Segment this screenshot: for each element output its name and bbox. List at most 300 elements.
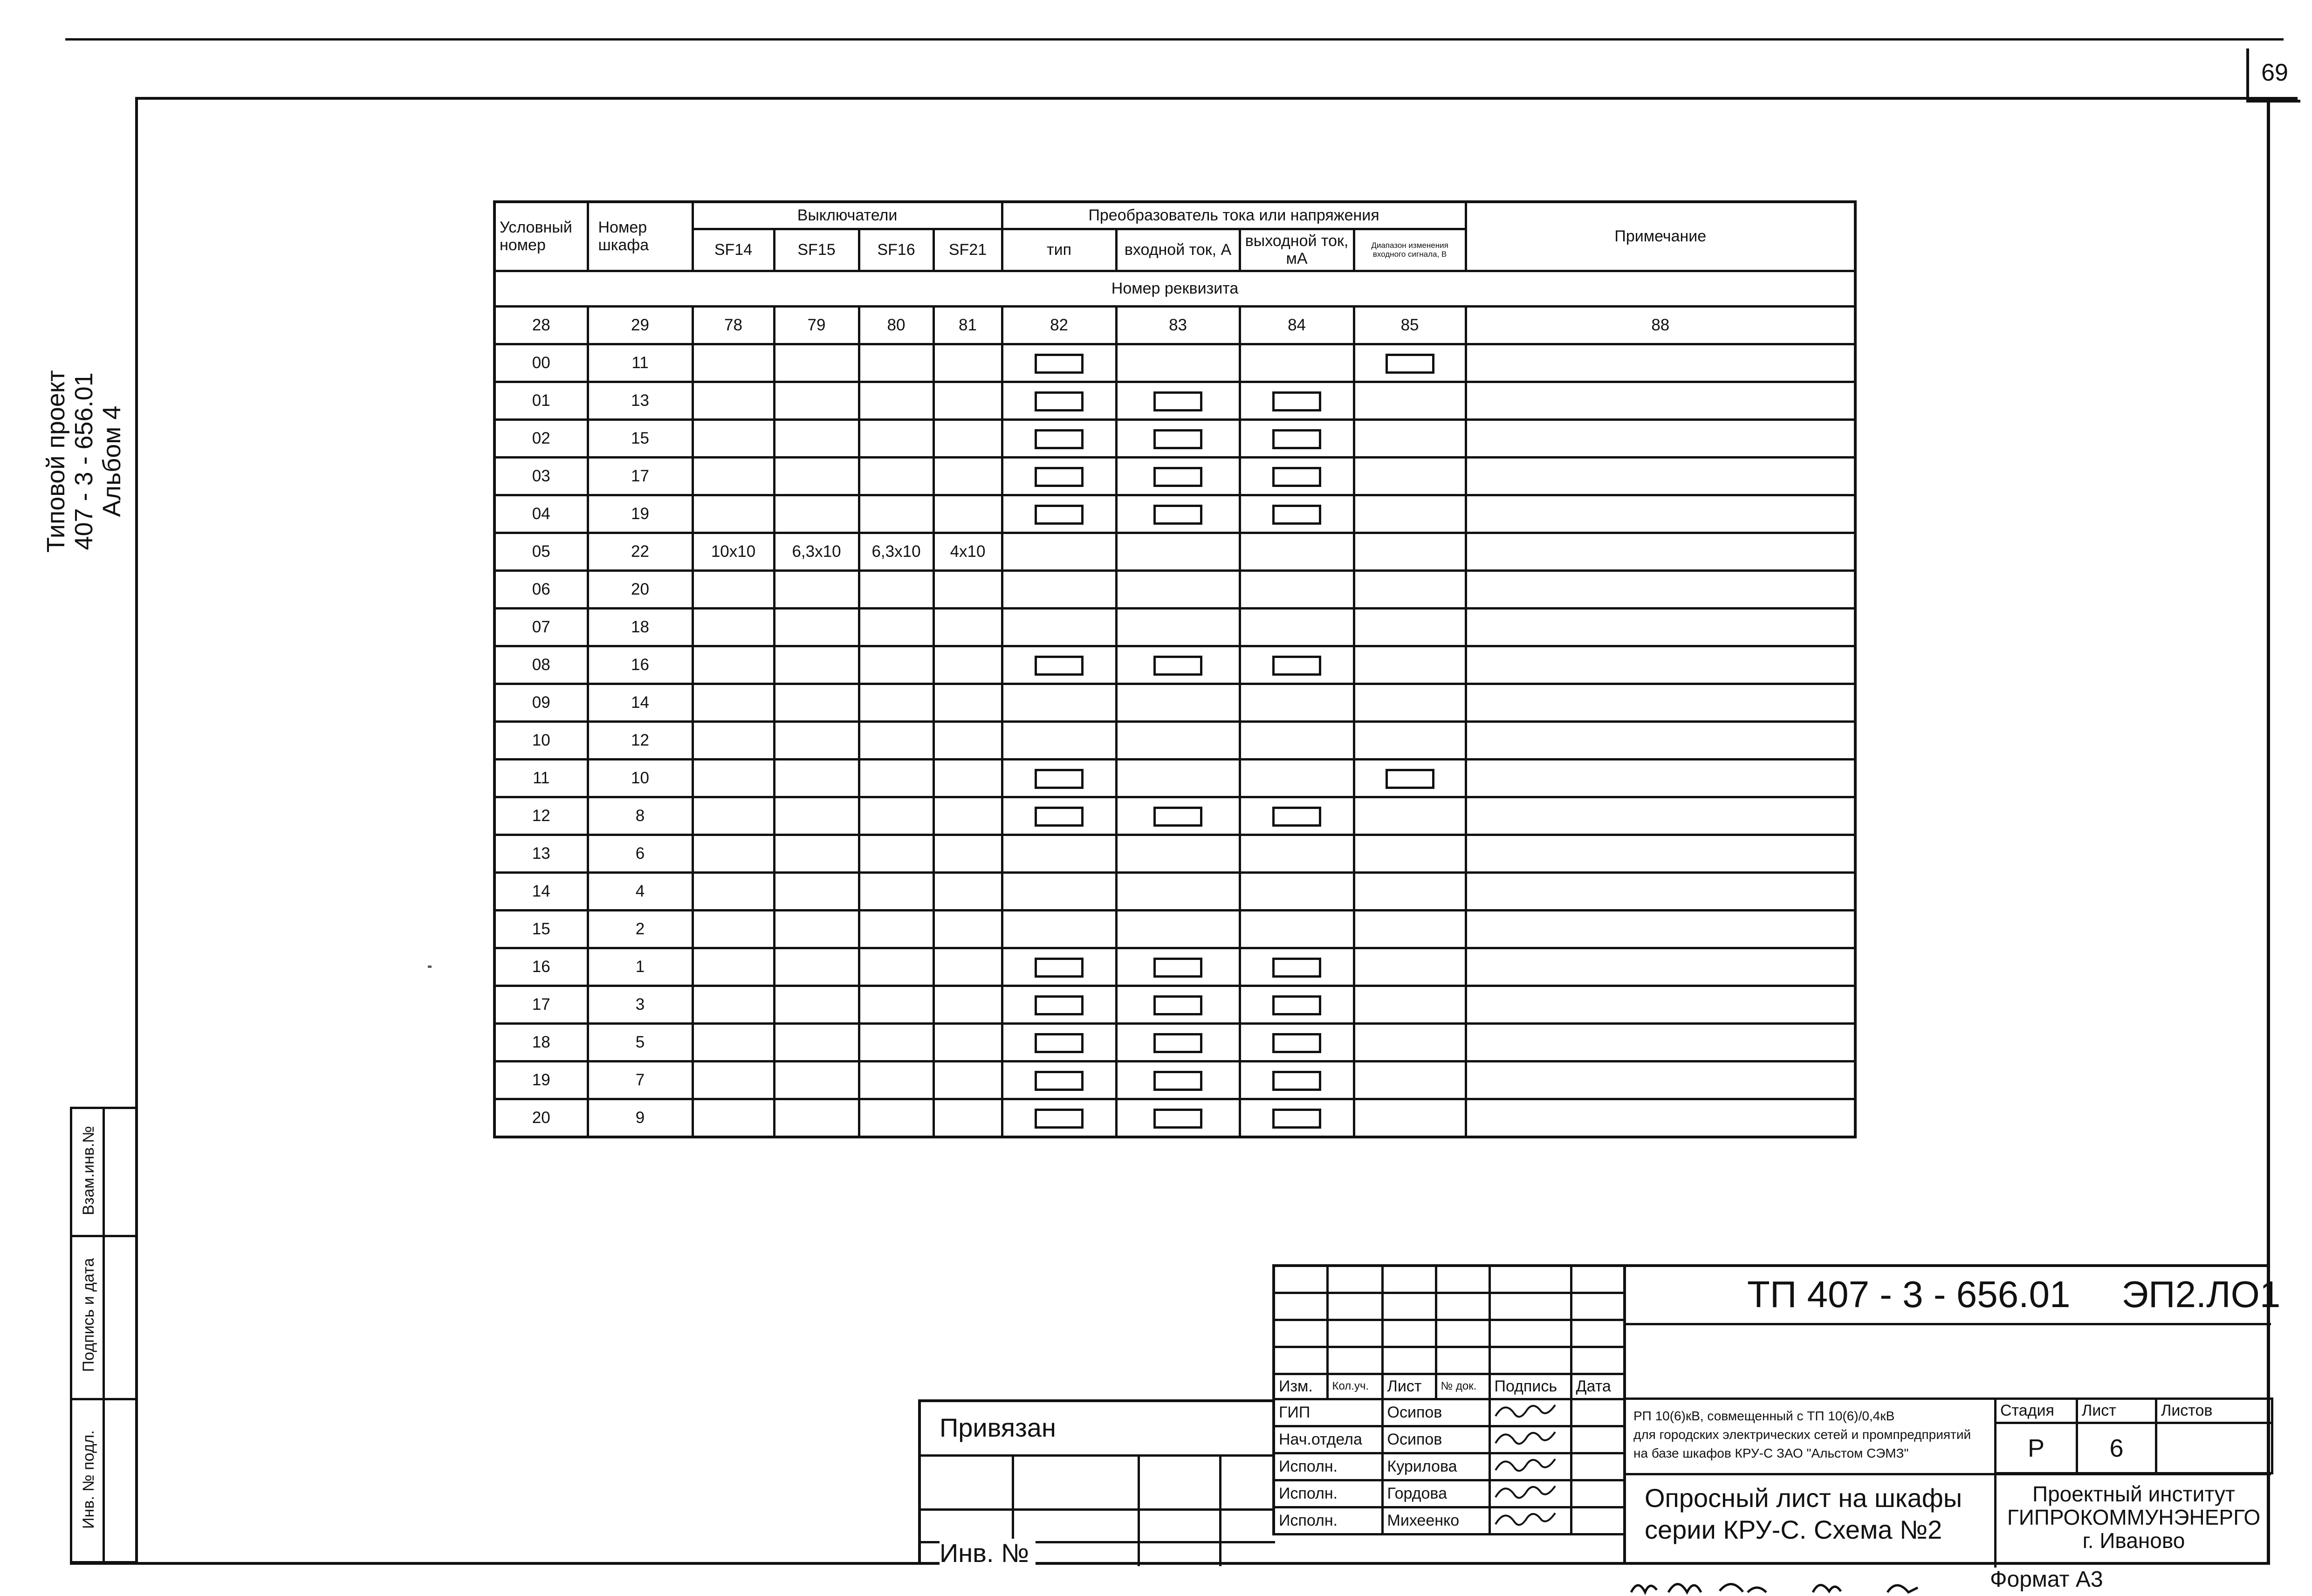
cell-input-range [1354,570,1466,608]
cell-sf14 [693,419,774,457]
cell-sf14 [693,457,774,495]
cell-conditional-number: 04 [494,495,588,533]
cell-sf16 [859,948,933,986]
fill-in-box[interactable] [1153,1109,1202,1129]
fill-in-box[interactable] [1153,391,1202,411]
cell-input-current [1116,835,1240,872]
cell-sf21 [933,948,1002,986]
stage-label: Стадия [1996,1399,2077,1423]
stage-value: Р [1996,1423,2077,1473]
fill-in-box[interactable] [1153,1071,1202,1091]
cell-sf15 [774,835,859,872]
cell-conditional-number: 11 [494,759,588,797]
revision-row [1274,1399,1625,1426]
project-label-line1: Типовой проект [42,370,70,553]
person-date [1571,1480,1625,1507]
cell-note [1466,646,1855,684]
doc-code-text: ТП 407 - 3 - 656.01 [1747,1274,2071,1315]
cell-input-current [1116,797,1240,835]
signature-icon [1491,1454,1561,1475]
field-substitute: Взам.инв.№ [80,1126,97,1215]
revision-cell [1274,1293,1327,1320]
cell-output-current [1240,382,1354,419]
cell-type [1002,835,1116,872]
cell-input-current [1116,533,1240,570]
cell-sf16 [859,759,933,797]
cell-input-current [1116,608,1240,646]
cell-sf16 [859,986,933,1023]
table-row [494,646,1855,684]
cell-output-current [1240,1023,1354,1061]
top-border-line [65,38,2284,41]
revision-cell [1489,1266,1571,1293]
revision-row [1274,1320,1625,1347]
person-signature [1489,1453,1571,1480]
header-requisite-number: Номер реквизита [494,271,1855,306]
cell-sf21 [933,910,1002,948]
fill-in-box[interactable] [1272,467,1321,487]
cell-cabinet-number: 1 [588,948,693,986]
fill-in-box[interactable] [1035,1071,1084,1091]
fill-in-box[interactable] [1272,958,1321,978]
fill-in-box[interactable] [1035,505,1084,525]
fill-in-box[interactable] [1153,1033,1202,1053]
revision-cell [1382,1293,1436,1320]
cell-output-current [1240,608,1354,646]
revision-cell [1327,1347,1382,1374]
requisite-code: 29 [588,306,693,344]
table-row [494,759,1855,797]
cell-input-range [1354,608,1466,646]
cell-output-current [1240,344,1354,382]
fill-in-box[interactable] [1035,1109,1084,1129]
cell-cabinet-number: 19 [588,495,693,533]
fill-in-box[interactable] [1272,391,1321,411]
cell-cabinet-number: 12 [588,721,693,759]
cell-sf16 [859,457,933,495]
cell-note [1466,759,1855,797]
header-input-current: входной ток, А [1116,229,1240,271]
cell-sf16 [859,1099,933,1137]
cell-output-current [1240,419,1354,457]
revision-cell [1327,1320,1382,1347]
cell-sf15 [774,570,859,608]
fill-in-box[interactable] [1153,656,1202,676]
person-role: Нач.отдела [1274,1426,1382,1453]
cell-type [1002,948,1116,986]
cell-sf16 [859,495,933,533]
cell-sf16 [859,570,933,608]
requisite-code: 78 [693,306,774,344]
fill-in-box[interactable] [1153,995,1202,1015]
cell-type [1002,570,1116,608]
cell-input-range [1354,1099,1466,1137]
cell-sf16 [859,344,933,382]
fill-in-box[interactable] [1035,807,1084,827]
cell-cabinet-number: 20 [588,570,693,608]
cell-input-range [1354,457,1466,495]
sheet-number-box [2246,48,2300,103]
cell-sf15 [774,986,859,1023]
cell-sf15 [774,419,859,457]
cell-cabinet-number: 11 [588,344,693,382]
cell-cabinet-number: 4 [588,872,693,910]
person-date [1571,1453,1625,1480]
cell-input-range [1354,910,1466,948]
cell-sf14 [693,382,774,419]
document-title [1645,1482,1962,1546]
cell-type [1002,797,1116,835]
cell-conditional-number: 06 [494,570,588,608]
table-row [494,986,1855,1023]
cell-conditional-number: 08 [494,646,588,684]
cell-input-current [1116,495,1240,533]
requisite-code: 88 [1466,306,1855,344]
revision-cell [1274,1347,1327,1374]
cell-sf15 [774,721,859,759]
person-signature [1489,1399,1571,1426]
cell-sf14 [693,684,774,721]
fill-in-box[interactable] [1272,1109,1321,1129]
cell-sf14 [693,986,774,1023]
cell-sf21 [933,495,1002,533]
cell-conditional-number: 02 [494,419,588,457]
fill-in-box[interactable] [1153,467,1202,487]
revision-cell [1327,1266,1382,1293]
cell-sf14 [693,759,774,797]
attached-sep1 [921,1454,1275,1457]
fill-in-box[interactable] [1272,1071,1321,1091]
fill-in-box[interactable] [1035,995,1084,1015]
cell-output-current [1240,721,1354,759]
sheets-label: Листов [2156,1399,2272,1423]
object-line1: РП 10(6)кВ, совмещенный с ТП 10(6)/0,4кВ [1633,1409,1895,1423]
header-switches: Выключатели [693,202,1002,229]
person-signature [1489,1507,1571,1534]
cell-output-current [1240,684,1354,721]
person-name: Гордова [1382,1480,1489,1507]
revision-row [1274,1266,1625,1293]
project-label [42,331,126,592]
fill-in-box[interactable] [1035,1033,1084,1053]
col-ndoc: № док. [1436,1374,1489,1399]
format-label: Формат А3 [1990,1567,2103,1592]
cell-input-current [1116,1023,1240,1061]
cell-conditional-number: 03 [494,457,588,495]
requisite-code: 85 [1354,306,1466,344]
cell-type [1002,382,1116,419]
cell-sf16 [859,872,933,910]
signature-icon [1491,1400,1561,1421]
cell-sf21 [933,1023,1002,1061]
cell-sf21 [933,872,1002,910]
cell-sf21 [933,684,1002,721]
cell-sf14 [693,872,774,910]
cell-sf21 [933,344,1002,382]
cell-output-current [1240,948,1354,986]
header-sf21: SF21 [933,229,1002,271]
cell-type [1002,910,1116,948]
frame-left [135,97,138,1565]
title-block-right [1623,1264,2281,1565]
organization [1996,1482,2271,1552]
revision-cell [1436,1293,1489,1320]
fill-in-box[interactable] [1035,429,1084,449]
cell-note [1466,495,1855,533]
col-date: Дата [1571,1374,1625,1399]
left-field-strip [70,1107,135,1563]
cell-sf15 [774,910,859,948]
fill-in-box[interactable] [1272,995,1321,1015]
table-row [494,797,1855,835]
revision-row [1274,1453,1625,1480]
table-row [494,1023,1855,1061]
person-date [1571,1426,1625,1453]
revision-cell [1274,1320,1327,1347]
person-date [1571,1507,1625,1534]
cell-sf21 [933,1061,1002,1099]
col-kol: Кол.уч. [1327,1374,1382,1399]
cell-input-current [1116,759,1240,797]
revision-cell [1436,1320,1489,1347]
cell-output-current [1240,872,1354,910]
cell-type [1002,1061,1116,1099]
cell-note [1466,1023,1855,1061]
cell-type [1002,986,1116,1023]
cell-input-range [1354,1061,1466,1099]
handwritten-note [1626,1567,1962,1596]
revision-row [1274,1293,1625,1320]
cell-conditional-number: 01 [494,382,588,419]
attached-vsep3 [1219,1454,1221,1566]
cell-input-range [1354,495,1466,533]
cell-output-current [1240,910,1354,948]
cell-sf15 [774,759,859,797]
cell-sf15 [774,1023,859,1061]
fill-in-box[interactable] [1153,429,1202,449]
cell-conditional-number: 07 [494,608,588,646]
fill-in-box[interactable] [1272,1033,1321,1053]
fill-in-box[interactable] [1272,807,1321,827]
cell-cabinet-number: 18 [588,608,693,646]
org-line1: Проектный институт [2032,1482,2235,1506]
cell-type [1002,646,1116,684]
revision-cell [1327,1293,1382,1320]
fill-in-box[interactable] [1035,769,1084,789]
cell-output-current [1240,570,1354,608]
cell-input-current [1116,344,1240,382]
cell-input-range [1354,797,1466,835]
fill-in-box[interactable] [1035,467,1084,487]
cell-sf15 [774,457,859,495]
cell-input-current [1116,986,1240,1023]
cell-sf15: 6,3x10 [774,533,859,570]
cell-cabinet-number: 7 [588,1061,693,1099]
cell-output-current [1240,457,1354,495]
cell-conditional-number: 18 [494,1023,588,1061]
cell-note [1466,910,1855,948]
table-row [494,457,1855,495]
attached-label: Привязан [940,1413,1056,1442]
cell-output-current [1240,495,1354,533]
cell-cabinet-number: 15 [588,419,693,457]
doc-title-line2: серии КРУ-С. Схема №2 [1645,1515,1942,1544]
person-name: Михеенко [1382,1507,1489,1534]
cell-note [1466,721,1855,759]
cell-sf14 [693,646,774,684]
cell-input-current [1116,419,1240,457]
cell-output-current [1240,835,1354,872]
cell-sf16 [859,910,933,948]
cell-note [1466,872,1855,910]
cell-input-current [1116,646,1240,684]
fill-in-box[interactable] [1386,354,1434,374]
cell-input-current [1116,910,1240,948]
table-row [494,382,1855,419]
sheet-number: 69 [2261,59,2288,86]
fill-in-box[interactable] [1035,656,1084,676]
revision-cell [1571,1266,1625,1293]
cell-sf15 [774,495,859,533]
cell-cabinet-number: 8 [588,797,693,835]
cell-sf14 [693,1099,774,1137]
col-sign: Подпись [1489,1374,1571,1399]
cell-input-current [1116,1099,1240,1137]
cell-sf14 [693,344,774,382]
cell-type [1002,533,1116,570]
cell-input-range [1354,872,1466,910]
header-output-current: выходной ток, мА [1240,229,1354,271]
person-signature [1489,1480,1571,1507]
doc-code-suffix: ЭП2.ЛО1 [2121,1274,2281,1315]
cell-sf15 [774,797,859,835]
person-name: Осипов [1382,1399,1489,1426]
cell-type [1002,608,1116,646]
cell-input-current [1116,948,1240,986]
header-converter: Преобразователь тока или напряжения [1002,202,1466,229]
cell-note [1466,419,1855,457]
cell-input-current [1116,872,1240,910]
cell-sf15 [774,948,859,986]
cell-type [1002,759,1116,797]
cell-sf21 [933,721,1002,759]
fill-in-box[interactable] [1272,656,1321,676]
table-body [494,344,1855,1137]
cell-conditional-number: 13 [494,835,588,872]
revision-cell [1274,1266,1327,1293]
fill-in-box[interactable] [1035,958,1084,978]
revision-cell [1571,1293,1625,1320]
table-row [494,684,1855,721]
revision-cell [1382,1347,1436,1374]
cell-type [1002,419,1116,457]
cell-type [1002,495,1116,533]
cell-type [1002,721,1116,759]
revision-cell [1571,1347,1625,1374]
revision-cell [1382,1266,1436,1293]
cell-conditional-number: 12 [494,797,588,835]
header-cabinet-number: Номер шкафа [588,202,693,271]
cell-sf21: 4x10 [933,533,1002,570]
cell-sf15 [774,1099,859,1137]
fill-in-box[interactable] [1153,505,1202,525]
cell-input-current [1116,382,1240,419]
sheet-value: 6 [2077,1423,2156,1473]
fill-in-box[interactable] [1386,769,1434,789]
cell-type [1002,457,1116,495]
table-row [494,344,1855,382]
stage-table [1994,1397,2273,1474]
cell-output-current [1240,986,1354,1023]
table-row [494,948,1855,986]
fill-in-box[interactable] [1153,958,1202,978]
cell-conditional-number: 19 [494,1061,588,1099]
cell-sf14 [693,721,774,759]
cell-type [1002,684,1116,721]
cell-sf14 [693,608,774,646]
cell-sf21 [933,759,1002,797]
cell-conditional-number: 17 [494,986,588,1023]
revision-row [1274,1426,1625,1453]
cell-output-current [1240,1099,1354,1137]
cell-sf21 [933,646,1002,684]
fill-in-box[interactable] [1035,354,1084,374]
person-name: Курилова [1382,1453,1489,1480]
cell-output-current [1240,533,1354,570]
cell-conditional-number: 15 [494,910,588,948]
doc-title-line1: Опросный лист на шкафы [1645,1483,1962,1513]
cell-input-range [1354,721,1466,759]
col-list: Лист [1382,1374,1436,1399]
cell-note [1466,684,1855,721]
cell-sf14: 10x10 [693,533,774,570]
fill-in-box[interactable] [1272,505,1321,525]
col-izm: Изм. [1274,1374,1327,1399]
cell-sf14 [693,495,774,533]
header-conditional-number: Условный номер [494,202,588,271]
cell-note [1466,1099,1855,1137]
cell-note [1466,835,1855,872]
cell-sf16 [859,382,933,419]
fill-in-box[interactable] [1153,807,1202,827]
revision-cell [1489,1293,1571,1320]
org-line3: г. Иваново [2082,1528,2185,1553]
cell-type [1002,344,1116,382]
revision-cell [1489,1347,1571,1374]
cell-sf21 [933,382,1002,419]
cell-cabinet-number: 6 [588,835,693,872]
fill-in-box[interactable] [1272,429,1321,449]
revision-cell [1382,1320,1436,1347]
table-row [494,1099,1855,1137]
cell-sf21 [933,1099,1002,1137]
cell-input-range [1354,533,1466,570]
requisite-code: 83 [1116,306,1240,344]
cell-input-range [1354,835,1466,872]
fill-in-box[interactable] [1035,391,1084,411]
cell-sf16 [859,1023,933,1061]
header-input-range: Диапазон изменения входного сигнала, В [1354,229,1466,271]
cell-sf21 [933,797,1002,835]
attached-vsep2 [1138,1454,1140,1566]
revision-row [1274,1480,1625,1507]
cell-sf14 [693,1061,774,1099]
cell-sf14 [693,910,774,948]
cell-sf21 [933,570,1002,608]
cell-note [1466,533,1855,570]
cell-cabinet-number: 16 [588,646,693,684]
cell-conditional-number: 09 [494,684,588,721]
